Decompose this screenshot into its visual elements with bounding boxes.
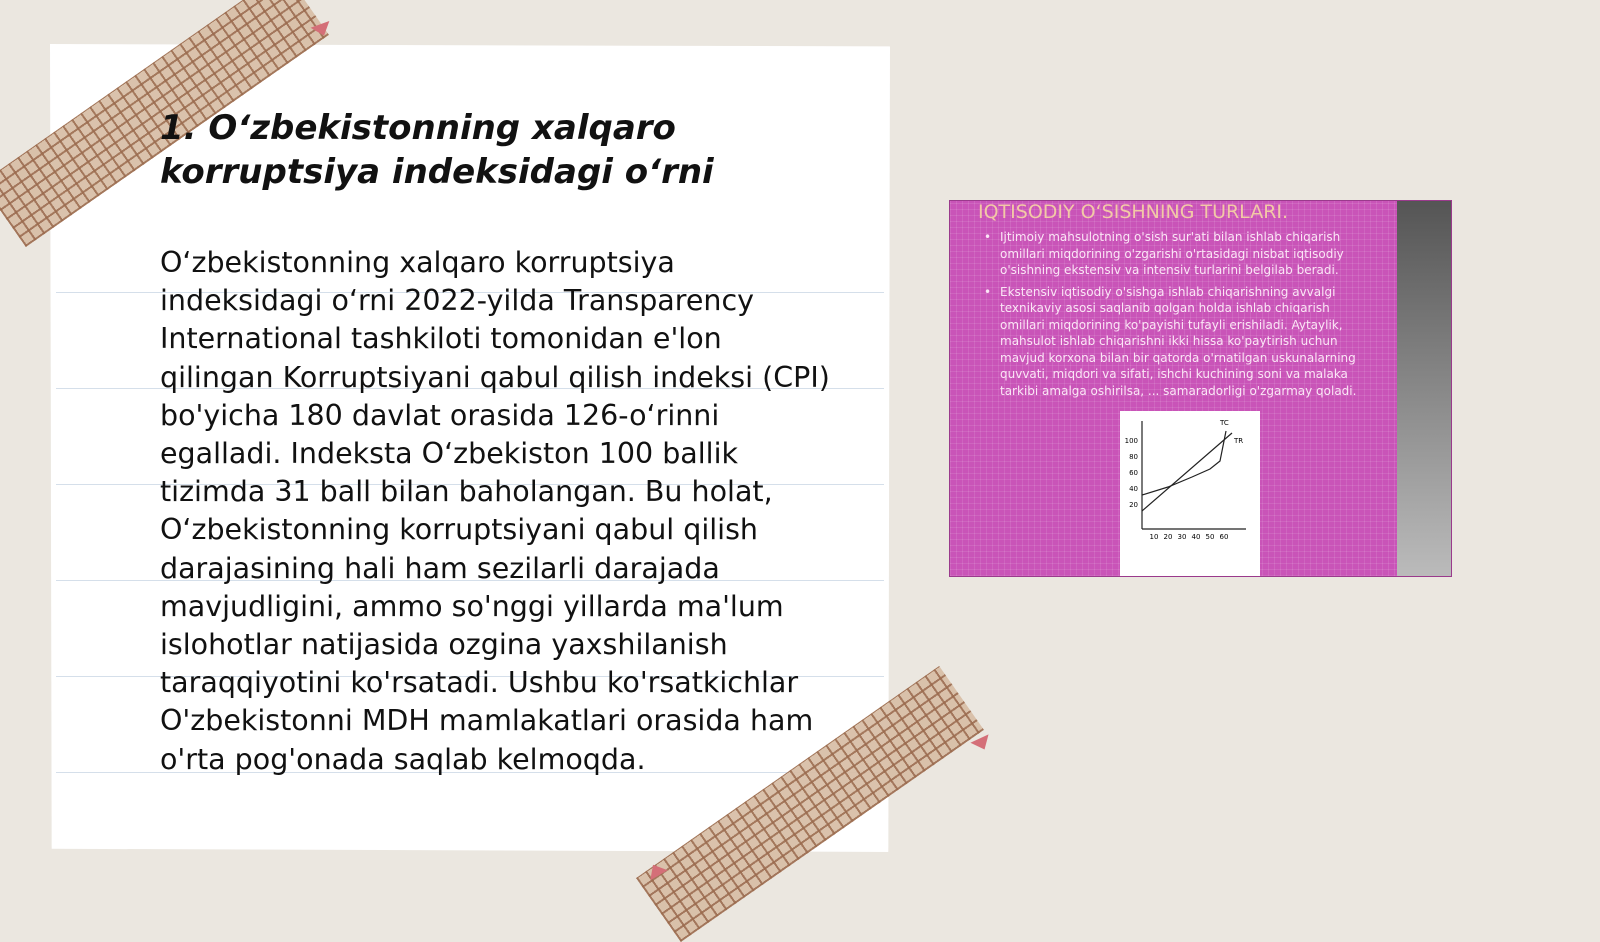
- embedded-chart: [1120, 411, 1260, 577]
- chart-curve-label-tc: TC: [1220, 419, 1229, 427]
- embedded-slide-image: [949, 200, 1452, 577]
- embedded-bullet-list: [980, 229, 1375, 404]
- chart-y-tick: 100: [1124, 437, 1138, 445]
- embedded-bullet: • Ekstensiv iqtisodiy o'sishga ishlab chiqarishning avvalgi texnikaviy asosi saqlanib qolgan holda ishlab chiqarish omillari miqdorining ko'payishi tufayli erishiladi. Aytaylik, mahsulot ishlab chiqarishni ikki hissa ko'paytirish uchun mavjud korxona bilan bir qatorda o'rnatilgan uskunalarning quvvati, miqdori va sifati, ishchi kuchining soni va malaka tarkibi amalga oshirilsa, ... samaradorligi o'zgarmay qoladi.: [980, 284, 1375, 400]
- embedded-chart-svg: [1120, 411, 1260, 577]
- chart-y-tick: 60: [1129, 469, 1138, 477]
- chart-x-tick: 30: [1177, 533, 1187, 541]
- chart-curve-tc: [1142, 431, 1226, 495]
- chart-x-tick: 50: [1205, 533, 1215, 541]
- chart-y-tick: 80: [1129, 453, 1138, 461]
- tape-end-accent: [970, 734, 993, 753]
- chart-curve-label-tr: TR: [1234, 437, 1244, 445]
- embedded-slide-title: IQTISODIY O‘SISHNING TURLARI.: [978, 201, 1289, 223]
- slide-heading: 1. O‘zbekistonning xalqaro korruptsiya indeksidagi o‘rni: [160, 108, 714, 192]
- chart-y-tick: 20: [1129, 501, 1138, 509]
- embedded-bullet: • Ijtimoiy mahsulotning o'sish sur'ati bilan ishlab chiqarish omillari miqdorining o'zgarishi o'rtasidagi nisbat iqtisodiy o'sishning ekstensiv va intensiv turlarini belgilab beradi.: [980, 229, 1375, 279]
- chart-x-tick: 40: [1191, 533, 1201, 541]
- chart-curve-tr: [1142, 433, 1232, 511]
- chart-x-tick: 10: [1149, 533, 1159, 541]
- slide-body-text: O‘zbekistonning xalqaro korruptsiya indeksidagi o‘rni 2022-yilda Transparency International tashkiloti tomonidan e'lon qilingan Korruptsiyani qabul qilish indeksi (CPI) bo'yicha 180 davlat orasida 126-o‘rinni egalladi. Indeksta O‘zbekiston 100 ballik tizimda 31 ball bilan baholangan. Bu holat, O‘zbekistonning korruptsiyani qabul qilish darajasining hali ham sezilarli darajada mavjudligini, ammo so'nggi yillarda ma'lum islohotlar natijasida ozgina yaxshilanish taraqqiyotini ko'rsatadi. Ushbu ko'rsatkichlar O'zbekistonni MDH mamlakatlari orasida ham o'rta pog'onada saqlab kelmoqda.: [160, 246, 830, 776]
- chart-x-tick: 60: [1219, 533, 1229, 541]
- chart-y-tick: 40: [1129, 485, 1138, 493]
- embedded-side-gradient: [1397, 201, 1451, 576]
- chart-x-tick: 20: [1163, 533, 1173, 541]
